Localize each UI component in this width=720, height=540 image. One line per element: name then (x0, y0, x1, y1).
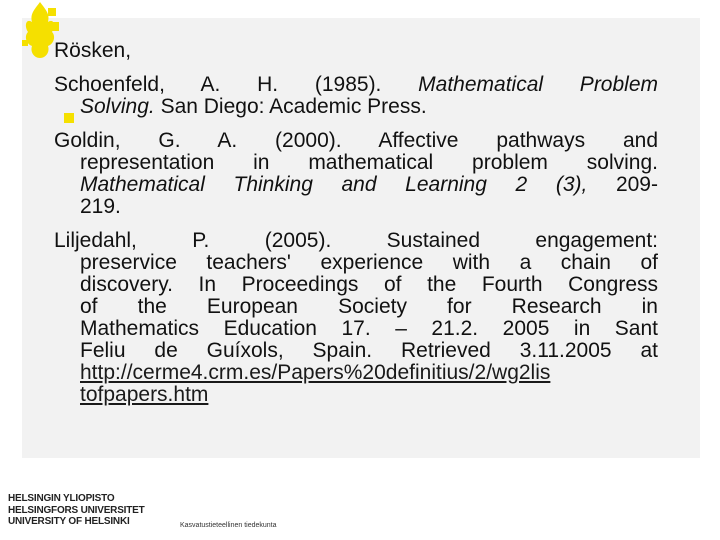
reference-liljedahl-line5: Mathematics Education 17. – 21.2. 2005 in Sant (80, 317, 658, 340)
reference-goldin-line3: Mathematical Thinking and Learning 2 (3), 209- (80, 173, 658, 196)
reference-rosken: Rösken, (54, 39, 132, 62)
reference-goldin-line2: representation in mathematical problem solving. (80, 151, 658, 174)
university-name-sv: HELSINGFORS UNIVERSITET (8, 504, 145, 516)
reference-url-line2[interactable] (54, 384, 658, 406)
reference-schoenfeld-line2: Solving. San Diego: Academic Press. (80, 95, 427, 118)
reference-liljedahl-line4: of the European Society for Research in (80, 295, 658, 318)
reference-schoenfeld-line1: Schoenfeld, A. H. (1985). Mathematical Problem (54, 73, 659, 96)
reference-liljedahl-line3: discovery. In Proceedings of the Fourth Congress (80, 273, 658, 296)
reference-liljedahl-line6: Feliu de Guíxols, Spain. Retrieved 3.11.2005 at (80, 339, 658, 362)
reference-list (54, 40, 658, 406)
faculty-name: Kasvatustieteellinen tiedekunta (180, 522, 277, 529)
reference-liljedahl-line2: preservice teachers' experience with a chain of (80, 251, 658, 274)
reference-url-link-continued[interactable]: tofpapers.htm (80, 383, 209, 406)
reference-url-line1[interactable] (54, 362, 658, 384)
reference-goldin-line1: Goldin, G. A. (2000). Affective pathways and (54, 129, 658, 152)
university-name-fi: HELSINGIN YLIOPISTO (8, 493, 115, 504)
reference-goldin-line4: 219. (80, 195, 121, 218)
university-name-en: UNIVERSITY OF HELSINKI (8, 516, 130, 527)
reference-liljedahl-line1: Liljedahl, P. (2005). Sustained engagement: (54, 229, 658, 252)
university-name-block (8, 493, 145, 528)
reference-url-link[interactable]: http://cerme4.crm.es/Papers%20definitius/2/wg2lis (80, 361, 551, 384)
